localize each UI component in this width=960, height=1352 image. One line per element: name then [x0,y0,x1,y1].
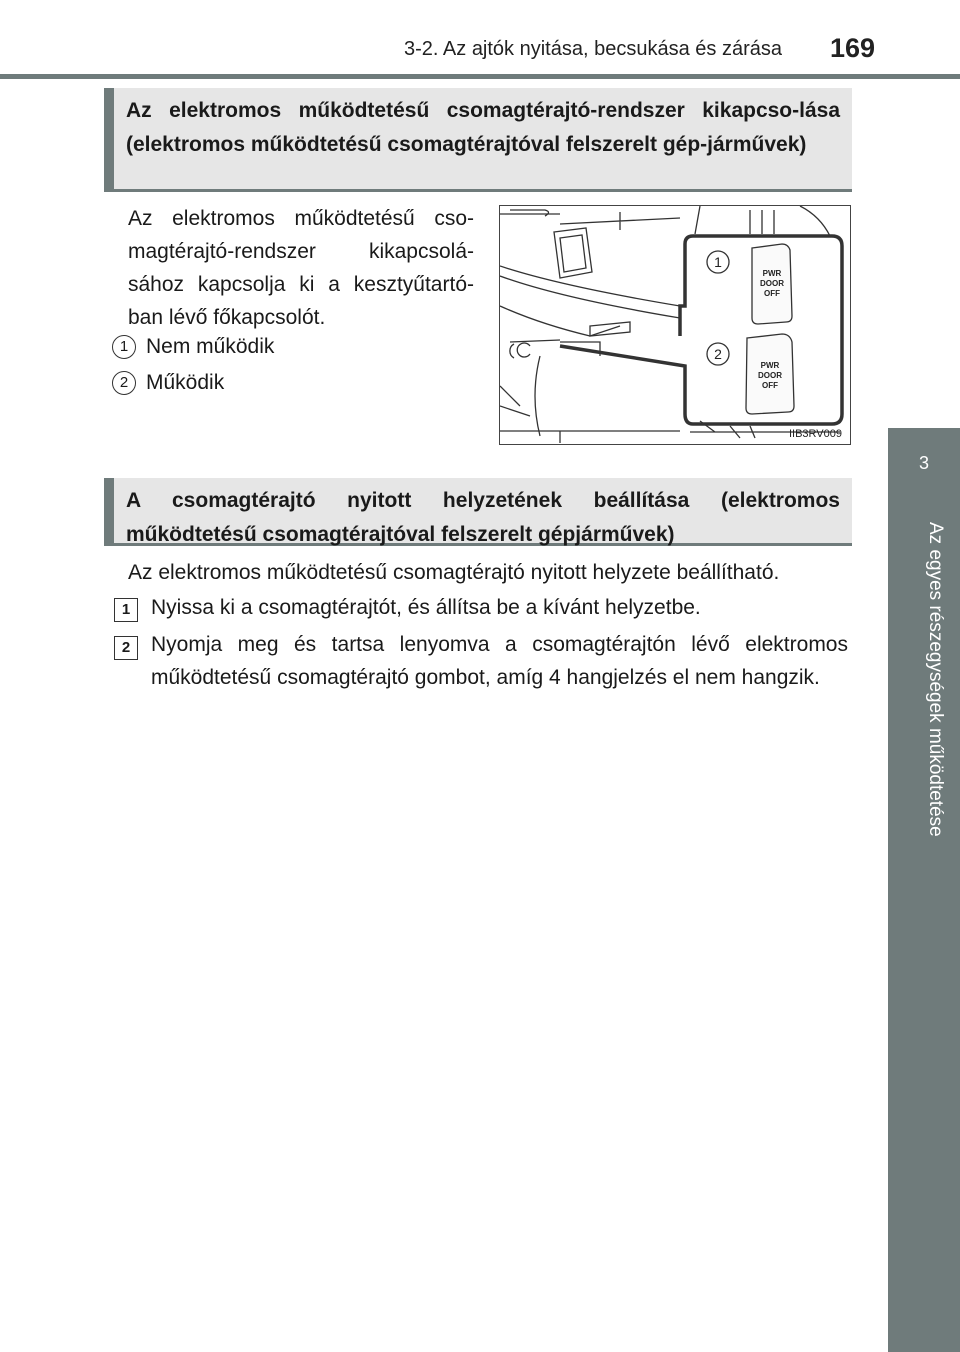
step-text: Nyissa ki a csomagtérajtót, és állítsa be a kívánt helyzetbe. [151,596,701,619]
page-number: 169 [830,33,876,63]
list-item-label: Működik [146,371,225,395]
dashboard-drawing [500,206,849,443]
chapter-tab [888,508,960,1352]
switch-label-line: PWR [762,269,782,278]
step-text: Nyomja meg és tartsa lenyomva a csomagtérajtón lévő elektromos működtetésű csomagtérajtó gombot, amíg 4 hangjelzés el nem hangzik. [151,633,848,689]
figure-code: IIB3RV009 [788,428,842,440]
switch-label-line: OFF [762,381,778,390]
glovebox-switch-illustration [499,205,851,445]
step-number: 2 [114,636,138,660]
step-number: 1 [114,598,138,622]
header-divider [0,74,960,79]
section-heading-text: A csomagtérajtó nyitott helyzetének beállítása (elektromos működtetésű csomagtérajtóval felszerelt gépjárművek) [126,489,840,546]
switch-label-line: DOOR [760,279,784,288]
switch-label-line: OFF [764,289,780,298]
switch-label-line: PWR [760,361,780,370]
chapter-tab-title: Az egyes részegységek működtetése [925,522,946,837]
callout-number: 1 [714,254,722,270]
section2-body: Az elektromos működtetésű csomagtérajtó nyitott helyzete beállítható. [128,561,780,584]
section-heading-disable-system [104,88,852,192]
circled-number: 1 [112,335,136,359]
list-item-label: Nem működik [146,335,275,359]
header-section-title: 3-2. Az ajtók nyitása, becsukása és zárása [404,38,782,60]
section-heading-text: Az elektromos működtetésű csomagtérajtó-rendszer kikapcso-lása (elektromos működtetésű csomagtérajtóval felszerelt gép-járművek) [126,99,840,156]
callout-number: 2 [714,346,722,362]
section-heading-open-position [104,478,852,546]
chapter-tab-number: 3 [888,428,960,508]
section1-body: Az elektromos működtetésű cso-magtérajtó-rendszer kikapcsolá-sához kapcsolja ki a kesztyűtartó-ban lévő főkapcsolót. [128,207,474,329]
list-item [112,368,224,398]
switch-label-line: DOOR [758,371,782,380]
circled-number: 2 [112,371,136,395]
list-item [112,332,274,362]
